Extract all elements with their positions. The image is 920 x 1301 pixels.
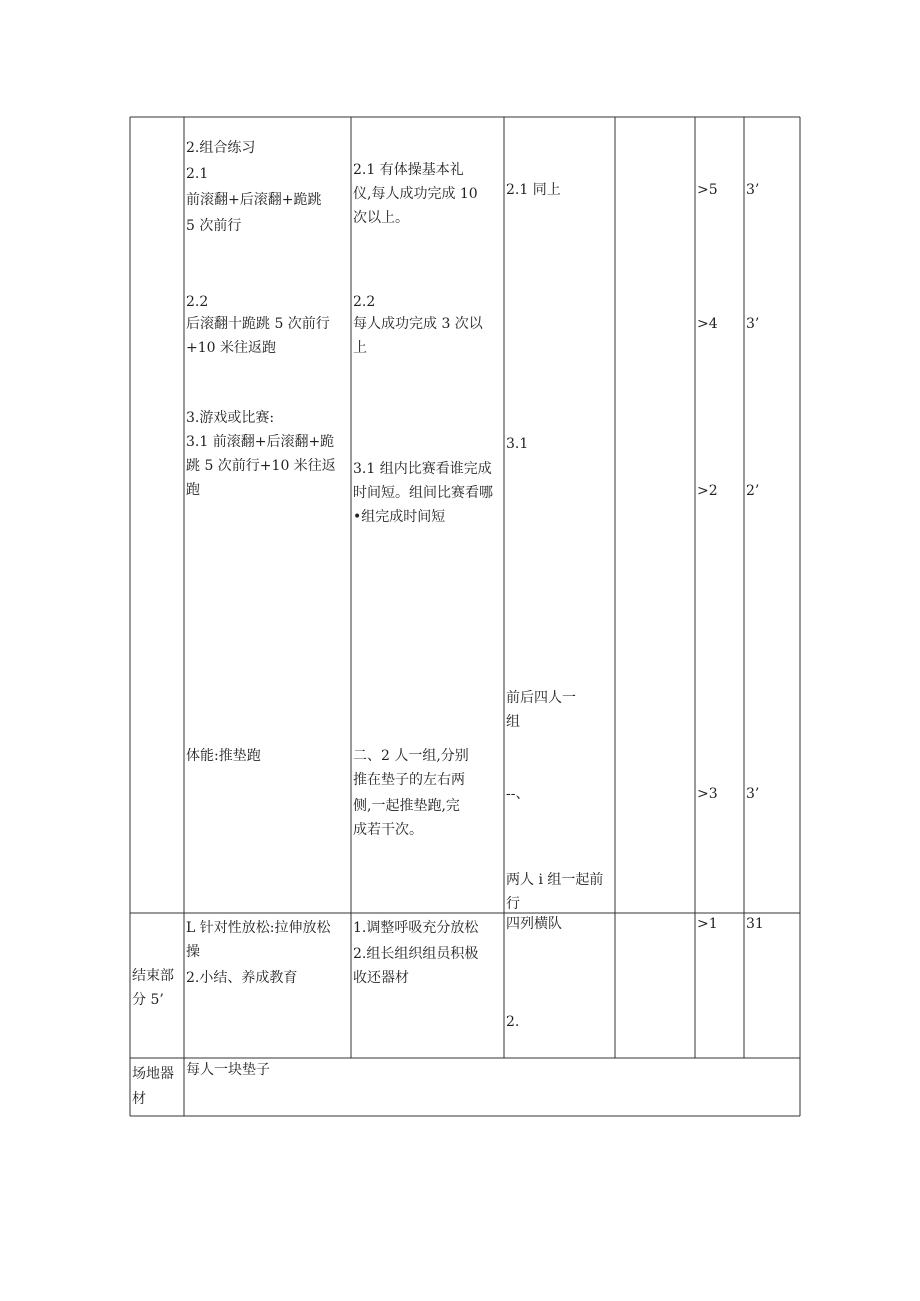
req-3-1-line: 3.1 组内比赛看谁完成 [353,461,492,477]
combo-2-2-line: 后滚翻十跪跳 5 次前行 [186,316,330,332]
end-req-line: 收还器材 [353,970,409,986]
req-3-1-line: 时间短。组间比赛看哪 [353,485,493,501]
duration-cell: 2’ [746,483,760,499]
req-2-1-line: 仪,每人成功完成 10 [353,186,478,202]
duration-cell: 3’ [746,182,760,198]
duration-cell: 3’ [746,786,760,802]
duration-cell: 3’ [746,316,760,332]
end-org-line: 四列横队 [506,916,562,932]
org-dash: --、 [506,786,530,802]
combo-2-2-line: +10 米往返跑 [186,340,276,356]
end-org-line: 2. [506,1014,520,1030]
times-cell: >4 [697,316,718,332]
org-pair-line: 两人 i 组一起前 [506,872,604,888]
fitness-item: 体能:推垫跑 [186,748,261,764]
end-duration-cell: 31 [746,916,764,932]
org-3-1: 3.1 [506,436,529,452]
combo-2-1-line: 5 次前行 [186,218,242,234]
combo-2-1-number: 2.1 [186,166,209,182]
equipment-label: 场地器 [132,1066,174,1082]
combo-2-2-number: 2.2 [186,294,209,310]
org-group-line: 前后四人一 [506,690,576,706]
req-fitness-line: 成若干次。 [353,822,423,838]
end-section-label: 分 5’ [132,992,164,1008]
end-content-line: L 针对性放松:拉伸放松 [186,920,331,936]
end-content-line: 2.小结、养成教育 [186,970,298,986]
combo-2-1-line: 前滚翻+后滚翻+跪跳 [186,192,322,208]
end-req-line: 2.组长组织组员积极 [353,946,479,962]
equipment-value: 每人一块垫子 [186,1062,270,1078]
end-content-line: 操 [186,944,200,960]
req-2-1-line: 次以上。 [353,210,409,226]
game-title: 3.游戏或比赛: [186,410,275,426]
org-group-line: 组 [506,714,520,730]
game-line: 跳 5 次前行+10 米往返 [186,458,336,474]
end-req-line: 1.调整呼吸充分放松 [353,920,479,936]
req-2-2-number: 2.2 [353,294,376,310]
req-fitness-line: 侧,一起推垫跑,完 [353,798,460,814]
req-2-2-line: 上 [353,340,367,356]
end-section-label: 结束部 [132,968,174,984]
times-cell: >5 [697,182,718,198]
times-cell: >3 [697,786,718,802]
end-times-cell: >1 [697,916,718,932]
equipment-label: 材 [132,1091,146,1107]
req-fitness-line: 二、2 人一组,分别 [353,748,469,764]
org-pair-line: 行 [506,896,520,912]
req-2-1-line: 2.1 有体操基本礼 [353,162,464,178]
org-2-1: 2.1 同上 [506,182,561,198]
req-3-1-line: •组完成时间短 [353,509,446,525]
times-cell: >2 [697,483,718,499]
game-line: 跑 [186,482,200,498]
combo-title: 2.组合练习 [186,140,256,156]
game-line: 3.1 前滚翻+后滚翻+跪 [186,434,335,450]
req-2-2-line: 每人成功完成 3 次以 [353,316,483,332]
req-fitness-line: 推在垫子的左右两 [353,772,465,788]
